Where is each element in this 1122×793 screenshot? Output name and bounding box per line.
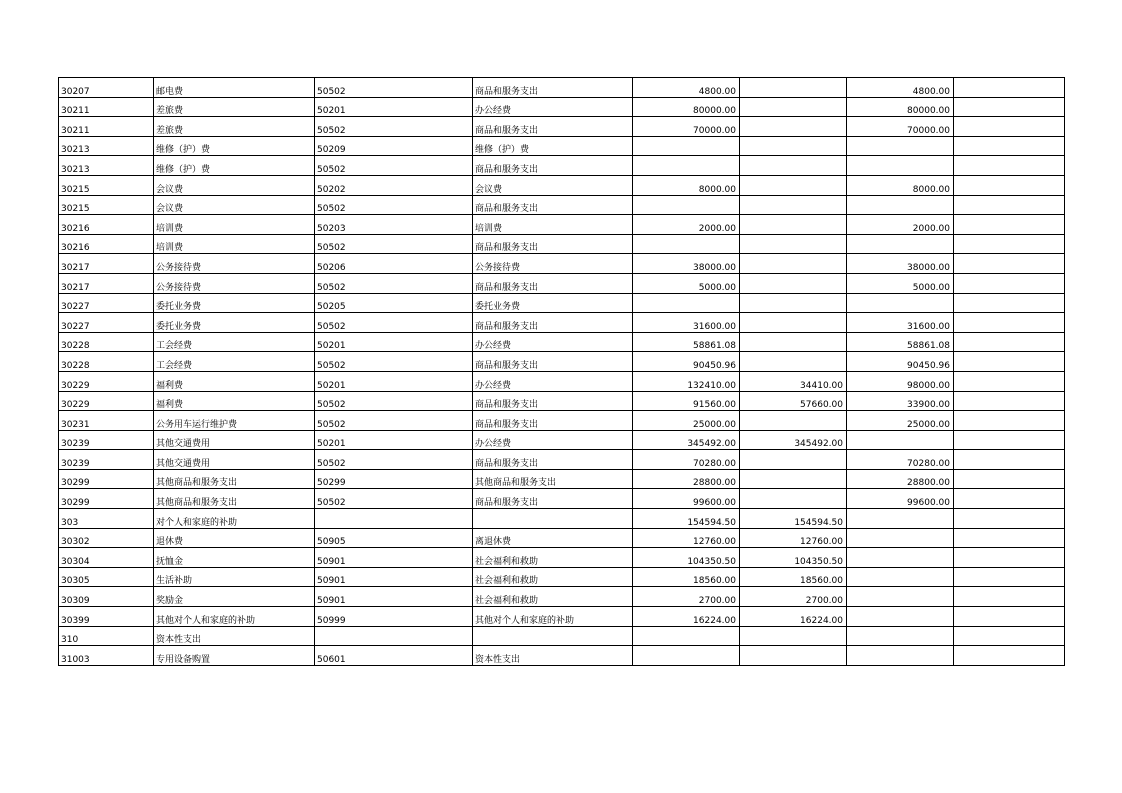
- other-amount-cell: [954, 117, 1065, 137]
- table-row: [59, 234, 1065, 254]
- other-amount-cell: [954, 254, 1065, 274]
- table-row: [59, 509, 1065, 529]
- basic-amount-cell: [740, 136, 847, 156]
- econ-name-cell: 商品和服务支出: [473, 234, 633, 254]
- subject-name-cell: 其他交通费用: [154, 450, 315, 470]
- subject-code-cell: 303: [59, 509, 154, 529]
- project-amount-cell: 80000.00: [847, 97, 954, 117]
- subject-code-cell: 30227: [59, 293, 154, 313]
- econ-code-cell: 50502: [315, 234, 473, 254]
- other-amount-cell: [954, 332, 1065, 352]
- econ-code-cell: 50502: [315, 117, 473, 137]
- subject-name-cell: 奖励金: [154, 587, 315, 607]
- econ-name-cell: 社会福利和救助: [473, 587, 633, 607]
- other-amount-cell: [954, 509, 1065, 529]
- other-amount-cell: [954, 469, 1065, 489]
- econ-name-cell: 商品和服务支出: [473, 156, 633, 176]
- subject-code-cell: 30309: [59, 587, 154, 607]
- econ-code-cell: [315, 509, 473, 529]
- econ-code-cell: 50502: [315, 313, 473, 333]
- subject-name-cell: 福利费: [154, 371, 315, 391]
- table-row: [59, 450, 1065, 470]
- project-amount-cell: [847, 528, 954, 548]
- subject-name-cell: 维修（护）费: [154, 136, 315, 156]
- basic-amount-cell: [740, 469, 847, 489]
- project-amount-cell: 31600.00: [847, 313, 954, 333]
- econ-code-cell: 50206: [315, 254, 473, 274]
- subject-name-cell: 维修（护）费: [154, 156, 315, 176]
- project-amount-cell: [847, 234, 954, 254]
- basic-amount-cell: [740, 175, 847, 195]
- table-row: [59, 528, 1065, 548]
- econ-code-cell: 50201: [315, 332, 473, 352]
- subject-code-cell: 30239: [59, 430, 154, 450]
- basic-amount-cell: [740, 273, 847, 293]
- total-amount-cell: [633, 136, 740, 156]
- total-amount-cell: 70280.00: [633, 450, 740, 470]
- basic-amount-cell: [740, 411, 847, 431]
- basic-amount-cell: 34410.00: [740, 371, 847, 391]
- econ-name-cell: 培训费: [473, 215, 633, 235]
- subject-code-cell: 31003: [59, 646, 154, 666]
- econ-name-cell: 商品和服务支出: [473, 411, 633, 431]
- subject-name-cell: 退休费: [154, 528, 315, 548]
- econ-name-cell: 商品和服务支出: [473, 489, 633, 509]
- basic-amount-cell: [740, 195, 847, 215]
- total-amount-cell: 25000.00: [633, 411, 740, 431]
- econ-name-cell: 其他对个人和家庭的补助: [473, 607, 633, 627]
- econ-name-cell: 社会福利和救助: [473, 548, 633, 568]
- basic-amount-cell: 154594.50: [740, 509, 847, 529]
- other-amount-cell: [954, 293, 1065, 313]
- table-row: [59, 175, 1065, 195]
- econ-name-cell: 商品和服务支出: [473, 391, 633, 411]
- total-amount-cell: 38000.00: [633, 254, 740, 274]
- econ-code-cell: 50905: [315, 528, 473, 548]
- other-amount-cell: [954, 528, 1065, 548]
- econ-name-cell: 商品和服务支出: [473, 352, 633, 372]
- total-amount-cell: 12760.00: [633, 528, 740, 548]
- econ-name-cell: 商品和服务支出: [473, 78, 633, 98]
- subject-code-cell: 30217: [59, 254, 154, 274]
- table-row: [59, 548, 1065, 568]
- project-amount-cell: 5000.00: [847, 273, 954, 293]
- table-row: [59, 156, 1065, 176]
- basic-amount-cell: [740, 489, 847, 509]
- total-amount-cell: [633, 293, 740, 313]
- basic-amount-cell: 2700.00: [740, 587, 847, 607]
- econ-name-cell: 资本性支出: [473, 646, 633, 666]
- project-amount-cell: [847, 156, 954, 176]
- econ-name-cell: [473, 509, 633, 529]
- subject-code-cell: 30229: [59, 391, 154, 411]
- basic-amount-cell: 16224.00: [740, 607, 847, 627]
- econ-name-cell: 商品和服务支出: [473, 195, 633, 215]
- other-amount-cell: [954, 273, 1065, 293]
- project-amount-cell: 8000.00: [847, 175, 954, 195]
- table-row: [59, 391, 1065, 411]
- basic-amount-cell: [740, 352, 847, 372]
- table-row: [59, 371, 1065, 391]
- basic-amount-cell: [740, 313, 847, 333]
- econ-name-cell: 商品和服务支出: [473, 313, 633, 333]
- subject-code-cell: 30239: [59, 450, 154, 470]
- econ-code-cell: 50209: [315, 136, 473, 156]
- table-row: [59, 567, 1065, 587]
- table-row: [59, 273, 1065, 293]
- other-amount-cell: [954, 587, 1065, 607]
- econ-code-cell: 50201: [315, 430, 473, 450]
- other-amount-cell: [954, 391, 1065, 411]
- project-amount-cell: 4800.00: [847, 78, 954, 98]
- subject-name-cell: 专用设备购置: [154, 646, 315, 666]
- project-amount-cell: [847, 567, 954, 587]
- total-amount-cell: [633, 195, 740, 215]
- total-amount-cell: 154594.50: [633, 509, 740, 529]
- other-amount-cell: [954, 371, 1065, 391]
- econ-code-cell: 50502: [315, 450, 473, 470]
- econ-code-cell: 50502: [315, 156, 473, 176]
- subject-name-cell: 会议费: [154, 175, 315, 195]
- project-amount-cell: [847, 293, 954, 313]
- table-row: [59, 313, 1065, 333]
- total-amount-cell: [633, 626, 740, 646]
- econ-code-cell: 50901: [315, 567, 473, 587]
- econ-name-cell: 办公经费: [473, 97, 633, 117]
- basic-amount-cell: [740, 78, 847, 98]
- other-amount-cell: [954, 450, 1065, 470]
- subject-name-cell: 其他交通费用: [154, 430, 315, 450]
- table-row: [59, 293, 1065, 313]
- total-amount-cell: 18560.00: [633, 567, 740, 587]
- econ-name-cell: 商品和服务支出: [473, 450, 633, 470]
- total-amount-cell: 5000.00: [633, 273, 740, 293]
- total-amount-cell: 90450.96: [633, 352, 740, 372]
- basic-amount-cell: 104350.50: [740, 548, 847, 568]
- total-amount-cell: 91560.00: [633, 391, 740, 411]
- project-amount-cell: [847, 646, 954, 666]
- basic-amount-cell: 12760.00: [740, 528, 847, 548]
- table-row: [59, 646, 1065, 666]
- subject-code-cell: 30213: [59, 136, 154, 156]
- other-amount-cell: [954, 607, 1065, 627]
- other-amount-cell: [954, 313, 1065, 333]
- total-amount-cell: 28800.00: [633, 469, 740, 489]
- table-row: [59, 254, 1065, 274]
- table-row: [59, 136, 1065, 156]
- other-amount-cell: [954, 646, 1065, 666]
- table-row: [59, 489, 1065, 509]
- subject-name-cell: 抚恤金: [154, 548, 315, 568]
- basic-amount-cell: 345492.00: [740, 430, 847, 450]
- subject-name-cell: 培训费: [154, 234, 315, 254]
- subject-name-cell: 差旅费: [154, 117, 315, 137]
- subject-code-cell: 30305: [59, 567, 154, 587]
- other-amount-cell: [954, 97, 1065, 117]
- project-amount-cell: 38000.00: [847, 254, 954, 274]
- total-amount-cell: [633, 646, 740, 666]
- subject-name-cell: 资本性支出: [154, 626, 315, 646]
- project-amount-cell: [847, 607, 954, 627]
- project-amount-cell: 98000.00: [847, 371, 954, 391]
- expenditure-table: [58, 77, 1065, 666]
- subject-code-cell: 30216: [59, 234, 154, 254]
- subject-code-cell: 30302: [59, 528, 154, 548]
- table-row: [59, 97, 1065, 117]
- subject-name-cell: 其他商品和服务支出: [154, 489, 315, 509]
- subject-name-cell: 工会经费: [154, 352, 315, 372]
- basic-amount-cell: [740, 332, 847, 352]
- project-amount-cell: 90450.96: [847, 352, 954, 372]
- econ-name-cell: 社会福利和救助: [473, 567, 633, 587]
- subject-name-cell: 邮电费: [154, 78, 315, 98]
- econ-code-cell: 50502: [315, 391, 473, 411]
- subject-name-cell: 公务接待费: [154, 273, 315, 293]
- other-amount-cell: [954, 548, 1065, 568]
- other-amount-cell: [954, 175, 1065, 195]
- subject-code-cell: 30215: [59, 175, 154, 195]
- project-amount-cell: 99600.00: [847, 489, 954, 509]
- econ-code-cell: 50502: [315, 273, 473, 293]
- total-amount-cell: 2000.00: [633, 215, 740, 235]
- table-row: [59, 587, 1065, 607]
- econ-code-cell: 50502: [315, 195, 473, 215]
- econ-name-cell: 办公经费: [473, 371, 633, 391]
- project-amount-cell: 70000.00: [847, 117, 954, 137]
- econ-code-cell: 50502: [315, 78, 473, 98]
- table-row: [59, 215, 1065, 235]
- project-amount-cell: 25000.00: [847, 411, 954, 431]
- basic-amount-cell: [740, 156, 847, 176]
- econ-code-cell: 50203: [315, 215, 473, 235]
- subject-name-cell: 委托业务费: [154, 313, 315, 333]
- subject-name-cell: 委托业务费: [154, 293, 315, 313]
- subject-code-cell: 30217: [59, 273, 154, 293]
- other-amount-cell: [954, 489, 1065, 509]
- project-amount-cell: 33900.00: [847, 391, 954, 411]
- econ-code-cell: 50299: [315, 469, 473, 489]
- project-amount-cell: [847, 626, 954, 646]
- total-amount-cell: [633, 156, 740, 176]
- table-row: [59, 626, 1065, 646]
- project-amount-cell: [847, 430, 954, 450]
- econ-name-cell: 办公经费: [473, 332, 633, 352]
- econ-name-cell: 商品和服务支出: [473, 273, 633, 293]
- project-amount-cell: 28800.00: [847, 469, 954, 489]
- subject-code-cell: 30229: [59, 371, 154, 391]
- other-amount-cell: [954, 215, 1065, 235]
- other-amount-cell: [954, 430, 1065, 450]
- subject-name-cell: 公务接待费: [154, 254, 315, 274]
- basic-amount-cell: [740, 215, 847, 235]
- econ-name-cell: 其他商品和服务支出: [473, 469, 633, 489]
- econ-code-cell: 50205: [315, 293, 473, 313]
- econ-code-cell: 50201: [315, 97, 473, 117]
- other-amount-cell: [954, 626, 1065, 646]
- subject-name-cell: 对个人和家庭的补助: [154, 509, 315, 529]
- project-amount-cell: [847, 136, 954, 156]
- total-amount-cell: 16224.00: [633, 607, 740, 627]
- project-amount-cell: 2000.00: [847, 215, 954, 235]
- econ-code-cell: 50901: [315, 548, 473, 568]
- econ-code-cell: [315, 626, 473, 646]
- table-row: [59, 117, 1065, 137]
- subject-code-cell: 30215: [59, 195, 154, 215]
- table-row: [59, 352, 1065, 372]
- subject-code-cell: 310: [59, 626, 154, 646]
- subject-name-cell: 差旅费: [154, 97, 315, 117]
- table-row: [59, 607, 1065, 627]
- other-amount-cell: [954, 195, 1065, 215]
- table-row: [59, 411, 1065, 431]
- subject-code-cell: 30304: [59, 548, 154, 568]
- table-row: [59, 78, 1065, 98]
- basic-amount-cell: [740, 450, 847, 470]
- basic-amount-cell: 57660.00: [740, 391, 847, 411]
- total-amount-cell: 70000.00: [633, 117, 740, 137]
- subject-name-cell: 其他对个人和家庭的补助: [154, 607, 315, 627]
- subject-code-cell: 30207: [59, 78, 154, 98]
- econ-code-cell: 50999: [315, 607, 473, 627]
- total-amount-cell: [633, 234, 740, 254]
- econ-name-cell: 维修（护）费: [473, 136, 633, 156]
- total-amount-cell: 8000.00: [633, 175, 740, 195]
- total-amount-cell: 80000.00: [633, 97, 740, 117]
- econ-code-cell: 50502: [315, 411, 473, 431]
- total-amount-cell: 4800.00: [633, 78, 740, 98]
- total-amount-cell: 104350.50: [633, 548, 740, 568]
- project-amount-cell: [847, 548, 954, 568]
- subject-code-cell: 30231: [59, 411, 154, 431]
- project-amount-cell: [847, 587, 954, 607]
- basic-amount-cell: 18560.00: [740, 567, 847, 587]
- table-row: [59, 469, 1065, 489]
- other-amount-cell: [954, 136, 1065, 156]
- total-amount-cell: 99600.00: [633, 489, 740, 509]
- subject-code-cell: 30213: [59, 156, 154, 176]
- subject-code-cell: 30216: [59, 215, 154, 235]
- basic-amount-cell: [740, 234, 847, 254]
- project-amount-cell: 70280.00: [847, 450, 954, 470]
- other-amount-cell: [954, 156, 1065, 176]
- basic-amount-cell: [740, 117, 847, 137]
- other-amount-cell: [954, 411, 1065, 431]
- project-amount-cell: [847, 509, 954, 529]
- econ-code-cell: 50202: [315, 175, 473, 195]
- subject-name-cell: 培训费: [154, 215, 315, 235]
- table-row: [59, 195, 1065, 215]
- econ-code-cell: 50502: [315, 352, 473, 372]
- total-amount-cell: 132410.00: [633, 371, 740, 391]
- econ-name-cell: 离退休费: [473, 528, 633, 548]
- basic-amount-cell: [740, 293, 847, 313]
- econ-name-cell: 会议费: [473, 175, 633, 195]
- project-amount-cell: [847, 195, 954, 215]
- total-amount-cell: 31600.00: [633, 313, 740, 333]
- basic-amount-cell: [740, 97, 847, 117]
- other-amount-cell: [954, 234, 1065, 254]
- econ-name-cell: 商品和服务支出: [473, 117, 633, 137]
- subject-code-cell: 30211: [59, 97, 154, 117]
- subject-code-cell: 30228: [59, 352, 154, 372]
- subject-code-cell: 30227: [59, 313, 154, 333]
- basic-amount-cell: [740, 626, 847, 646]
- econ-code-cell: 50502: [315, 489, 473, 509]
- other-amount-cell: [954, 352, 1065, 372]
- econ-name-cell: 公务接待费: [473, 254, 633, 274]
- econ-name-cell: 委托业务费: [473, 293, 633, 313]
- total-amount-cell: 58861.08: [633, 332, 740, 352]
- subject-name-cell: 工会经费: [154, 332, 315, 352]
- table-body: [59, 78, 1065, 666]
- other-amount-cell: [954, 567, 1065, 587]
- table-row: [59, 332, 1065, 352]
- subject-code-cell: 30299: [59, 469, 154, 489]
- basic-amount-cell: [740, 254, 847, 274]
- subject-code-cell: 30399: [59, 607, 154, 627]
- subject-name-cell: 生活补助: [154, 567, 315, 587]
- subject-name-cell: 公务用车运行维护费: [154, 411, 315, 431]
- subject-code-cell: 30299: [59, 489, 154, 509]
- subject-name-cell: 福利费: [154, 391, 315, 411]
- subject-name-cell: 会议费: [154, 195, 315, 215]
- subject-name-cell: 其他商品和服务支出: [154, 469, 315, 489]
- econ-name-cell: [473, 626, 633, 646]
- table-row: [59, 430, 1065, 450]
- subject-code-cell: 30228: [59, 332, 154, 352]
- econ-code-cell: 50601: [315, 646, 473, 666]
- econ-code-cell: 50901: [315, 587, 473, 607]
- econ-code-cell: 50201: [315, 371, 473, 391]
- total-amount-cell: 2700.00: [633, 587, 740, 607]
- econ-name-cell: 办公经费: [473, 430, 633, 450]
- total-amount-cell: 345492.00: [633, 430, 740, 450]
- project-amount-cell: 58861.08: [847, 332, 954, 352]
- basic-amount-cell: [740, 646, 847, 666]
- subject-code-cell: 30211: [59, 117, 154, 137]
- other-amount-cell: [954, 78, 1065, 98]
